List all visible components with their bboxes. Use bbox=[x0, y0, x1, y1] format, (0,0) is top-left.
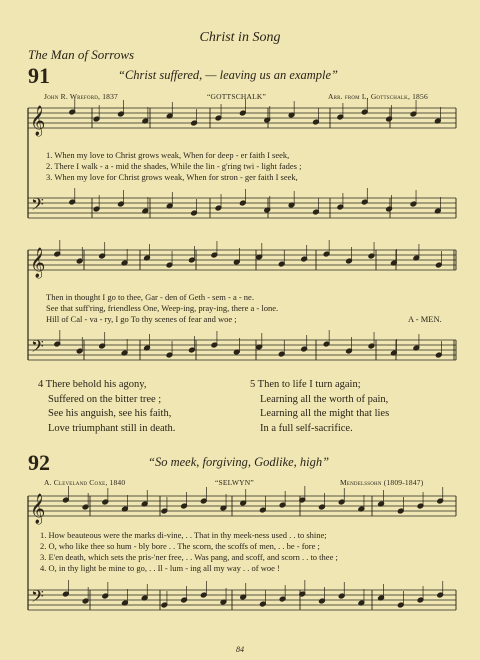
verse-5-line-3: Learning all the might that lies bbox=[260, 408, 390, 419]
notes-91-s2-treble bbox=[54, 240, 442, 268]
hymn-91-quote: “Christ suffered, — leaving us an example” bbox=[118, 68, 339, 82]
staff-92-treble bbox=[28, 496, 456, 516]
hymn-91-author: John R. Wreford, 1837 bbox=[44, 92, 118, 101]
hymn-91-verse-4 bbox=[38, 378, 175, 436]
verse-4-line-2: Suffered on the bitter tree ; bbox=[48, 393, 162, 405]
hymn-91-s2-lyric-1: Then in thought I go to thee, Gar - den of Geth - sem - a - ne. bbox=[46, 292, 254, 302]
verse-4-line-3: See his anguish, see his faith, bbox=[48, 408, 172, 419]
verse-5-line-4: In a full self-sacrifice. bbox=[260, 422, 353, 434]
hymn-92-lyric-4: 4. O, in thy light be mine to go, . . Il - lum - ing all my way . . of woe ! bbox=[40, 563, 280, 573]
notes-91-s1-treble bbox=[69, 98, 441, 126]
hymn-92-lyric-3: 3. E'en death, which sets the pris-'ner free, . . Was pang, and scoff, and scorn . . to thee ; bbox=[40, 552, 338, 562]
bass-clef-icon: 𝄢 bbox=[31, 194, 44, 218]
page-header: Christ in Song bbox=[199, 30, 281, 45]
hymn-91-s1-lyric-2: 2. There I walk - a - mid the shades, While the lin - g'ring twi - light fades ; bbox=[46, 161, 302, 171]
bass-clef-icon: 𝄢 bbox=[31, 586, 44, 610]
hymn-92-lyric-2: 2. O, who like thee so hum - bly bore . . The scorn, the scoffs of men, . . be - fore ; bbox=[40, 541, 320, 551]
notes-91-s1-bass bbox=[69, 188, 441, 216]
staff-91-s2-bass bbox=[28, 340, 456, 360]
hymn-92-tune: “SELWYN” bbox=[215, 478, 254, 487]
verse-5-line-2: Learning all the worth of pain, bbox=[260, 393, 389, 405]
hymn-number-92: 92 bbox=[28, 450, 50, 475]
verse-4-line-4: Love triumphant still in death. bbox=[48, 422, 176, 434]
hymn-92-author: A. Cleveland Coxe, 1840 bbox=[44, 478, 126, 487]
hymn-91-s2-lyric-2: See that suff'ring, friendless One, Weep-ing, pray-ing, there a - lone. bbox=[46, 303, 279, 313]
verse-5-line-1: 5 Then to life I turn again; bbox=[250, 379, 361, 390]
section-title: The Man of Sorrows bbox=[28, 47, 135, 62]
hymn-91-s1-lyric-1: 1. When my love to Christ grows weak, When for deep - er faith I seek, bbox=[46, 150, 290, 160]
hymn-91-amen: A - MEN. bbox=[408, 314, 442, 324]
hymn-91-tune: “GOTTSCHALK” bbox=[207, 92, 267, 101]
hymn-91-s2-lyric-3: Hill of Cal - va - ry, I go To thy scenes of fear and woe ; bbox=[46, 314, 237, 324]
hymn-91-s1-lyric-3: 3. When my love for Christ grows weak, When for stron - ger faith I seek, bbox=[46, 172, 298, 182]
treble-clef-icon: 𝄞 bbox=[30, 494, 46, 524]
hymn-92-lyric-1: 1. How beauteous were the marks di-vine, . . That in thy meek-ness used . . to shine; bbox=[40, 530, 327, 540]
treble-clef-icon: 𝄞 bbox=[30, 106, 46, 136]
hymn-91-verse-5 bbox=[250, 378, 389, 436]
hymn-number-91: 91 bbox=[28, 63, 50, 88]
staff-92-bass bbox=[28, 590, 456, 610]
notes-92-treble bbox=[63, 486, 444, 514]
bass-clef-icon: 𝄢 bbox=[31, 336, 44, 360]
hymn-92-arranger: Mendelssohn (1809-1847) bbox=[340, 478, 424, 487]
notes-92-bass bbox=[63, 580, 444, 608]
staff-91-s2-treble bbox=[28, 250, 456, 270]
hymn-92-quote: “So meek, forgiving, Godlike, high” bbox=[148, 455, 330, 469]
page-number: 84 bbox=[236, 645, 244, 654]
verse-4-line-1: 4 There behold his agony, bbox=[38, 379, 147, 390]
notes-91-s2-bass bbox=[54, 330, 442, 358]
treble-clef-icon: 𝄞 bbox=[30, 248, 46, 278]
hymn-91-arranger: Arr. from L. Gottschalk, 1856 bbox=[328, 92, 428, 101]
